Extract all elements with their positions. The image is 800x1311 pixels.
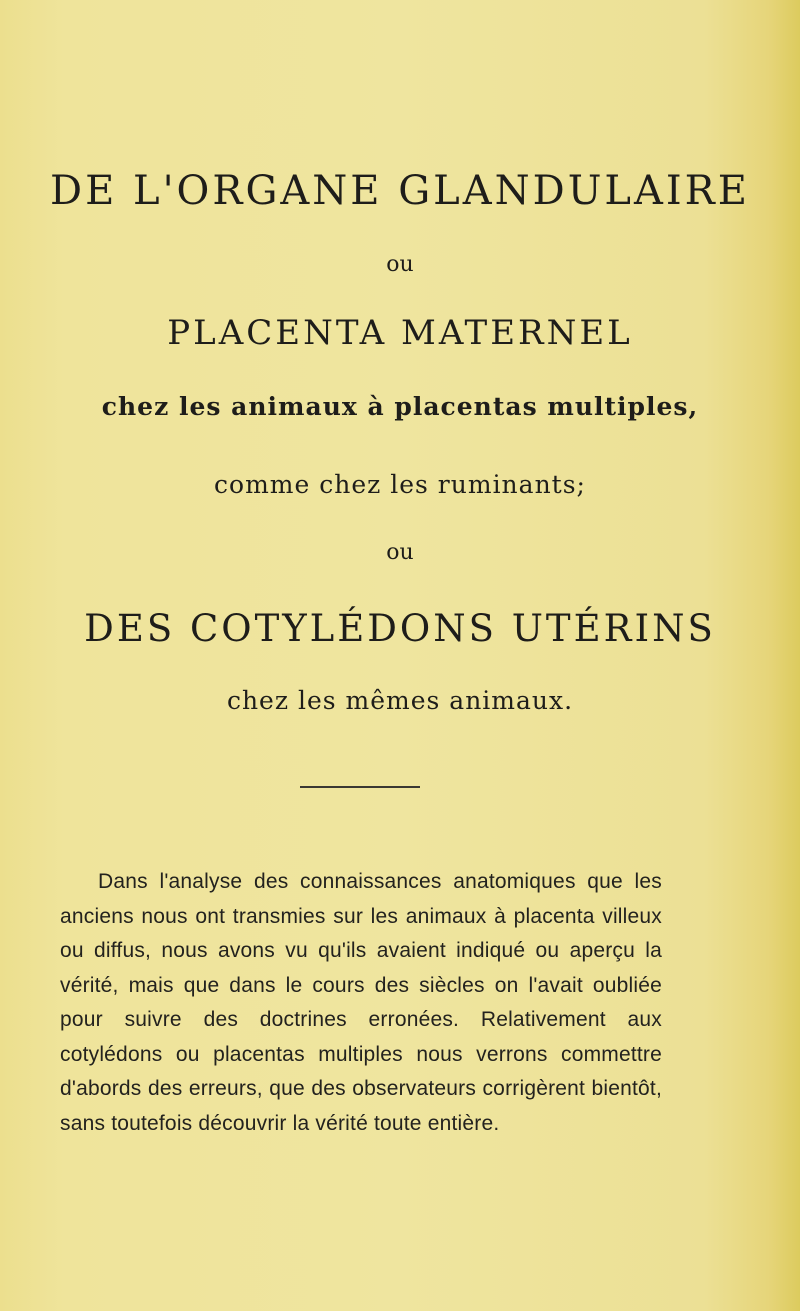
title-line-3: DES COTYLÉDONS UTÉRINS xyxy=(84,607,716,650)
subtitle-line-3: chez les mêmes animaux. xyxy=(226,686,574,715)
subtitle-line-2: comme chez les ruminants; xyxy=(214,470,586,499)
section-divider xyxy=(300,786,420,788)
title-conjunction-1: ou xyxy=(386,252,414,277)
title-conjunction-2: ou xyxy=(386,540,414,565)
title-line-2: PLACENTA MATERNEL xyxy=(167,313,633,353)
subtitle-line-1: chez les animaux à placentas multiples, xyxy=(101,392,699,421)
body-paragraph xyxy=(60,865,662,1141)
paragraph-text: Dans l'analyse des connaissances anatomiques que les anciens nous ont transmies sur les animaux à placenta villeux ou diffus, nous avons vu qu'ils avaient indiqué ou aperçu la vérité, mais que dans le cours des siècles on l'avait oubliée pour suivre des doctrines erronées. Relativement aux cotylédons ou placentas multiples nous verrons commettre d'abords des erreurs, que des observateurs corrigèrent bientôt, sans toutefois découvrir la vérité toute entière. xyxy=(60,870,662,1135)
title-line-1: DE L'ORGANE GLANDULAIRE xyxy=(50,168,750,214)
